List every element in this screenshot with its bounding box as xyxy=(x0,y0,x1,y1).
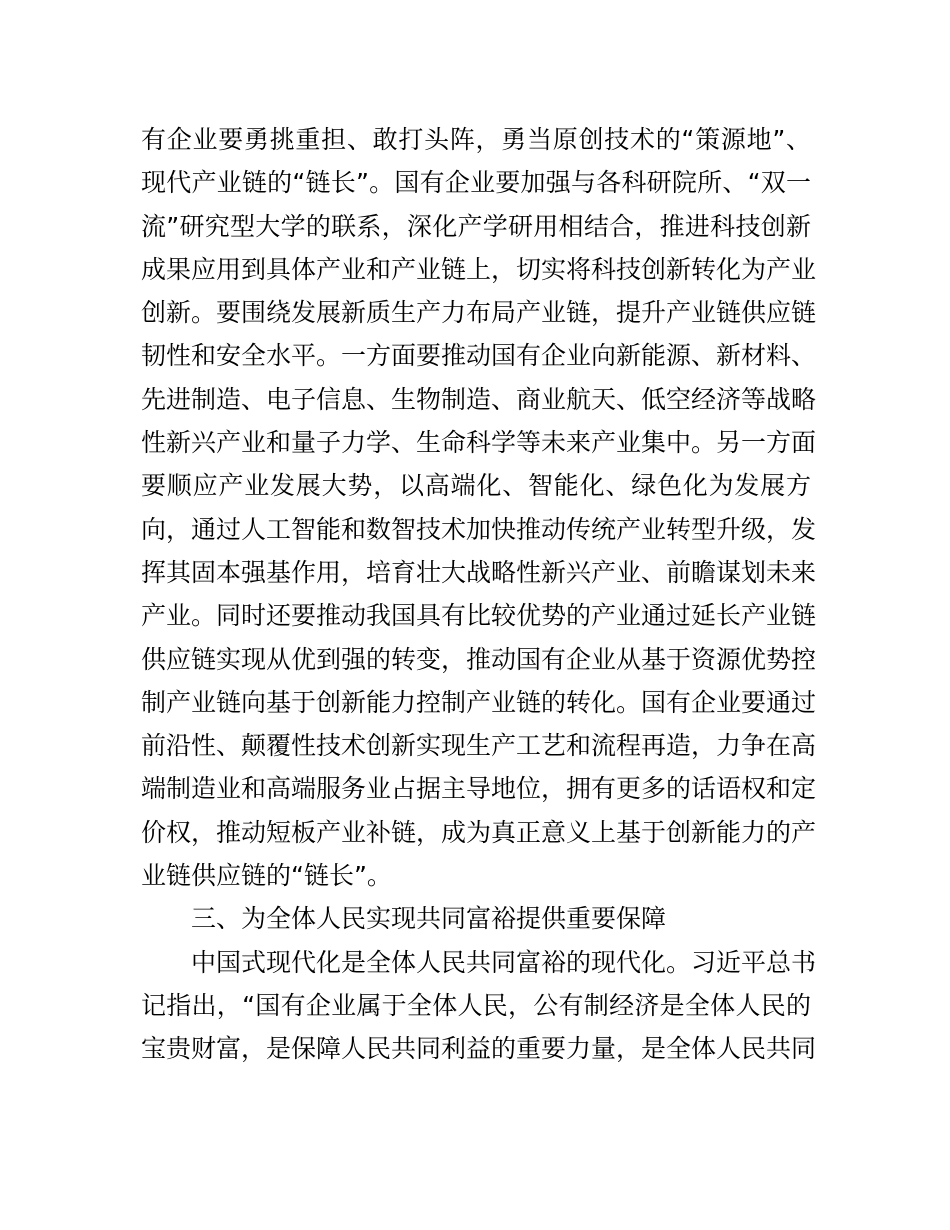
text-line: 性新兴产业和量子力学、生命科学等未来产业集中。另一方面 xyxy=(141,428,817,458)
text-line: 流”研究型大学的联系，深化产学研用相结合，推进科技创新 xyxy=(141,211,811,241)
document-body xyxy=(141,118,817,1071)
text-line: 先进制造、电子信息、生物制造、商业航天、低空经济等战略 xyxy=(141,384,817,414)
text-line: 产业。同时还要推动我国具有比较优势的产业通过延长产业链 xyxy=(141,601,817,631)
text-line: 前沿性、颠覆性技术创新实现生产工艺和流程再造，力争在高 xyxy=(141,731,817,761)
text-line: 成果应用到具体产业和产业链上，切实将科技创新转化为产业 xyxy=(141,254,817,284)
paragraph-1 xyxy=(141,118,817,897)
text-line: 端制造业和高端服务业占据主导地位，拥有更多的话语权和定 xyxy=(141,774,817,804)
text-line: 供应链实现从优到强的转变，推动国有企业从基于资源优势控 xyxy=(141,644,817,674)
text-line: 挥其固本强基作用，培育壮大战略性新兴产业、前瞻谋划未来 xyxy=(141,557,817,587)
text-line: 记指出，“国有企业属于全体人民，公有制经济是全体人民的 xyxy=(141,990,811,1020)
section-heading: 三、为全体人民实现共同富裕提供重要保障 xyxy=(191,904,667,934)
text-line: 现代产业链的“链长”。国有企业要加强与各科研院所、“双一 xyxy=(141,168,811,198)
text-line: 宝贵财富，是保障人民共同利益的重要力量，是全体人民共同 xyxy=(141,1034,817,1064)
text-line: 业链供应链的“链长”。 xyxy=(141,861,392,891)
text-line: 价权，推动短板产业补链，成为真正意义上基于创新能力的产 xyxy=(141,817,817,847)
text-line: 向，通过人工智能和数智技术加快推动传统产业转型升级，发 xyxy=(141,514,817,544)
text-line: 中国式现代化是全体人民共同富裕的现代化。习近平总书 xyxy=(191,947,817,977)
text-line: 要顺应产业发展大势，以高端化、智能化、绿色化为发展方 xyxy=(141,471,811,501)
text-line: 制产业链向基于创新能力控制产业链的转化。国有企业要通过 xyxy=(141,687,817,717)
text-line: 创新。要围绕发展新质生产力布局产业链，提升产业链供应链 xyxy=(141,298,817,328)
text-line: 韧性和安全水平。一方面要推动国有企业向新能源、新材料、 xyxy=(141,341,817,371)
text-line: 有企业要勇挑重担、敢打头阵，勇当原创技术的“策源地”、 xyxy=(141,125,811,154)
paragraph-2 xyxy=(141,941,817,1071)
